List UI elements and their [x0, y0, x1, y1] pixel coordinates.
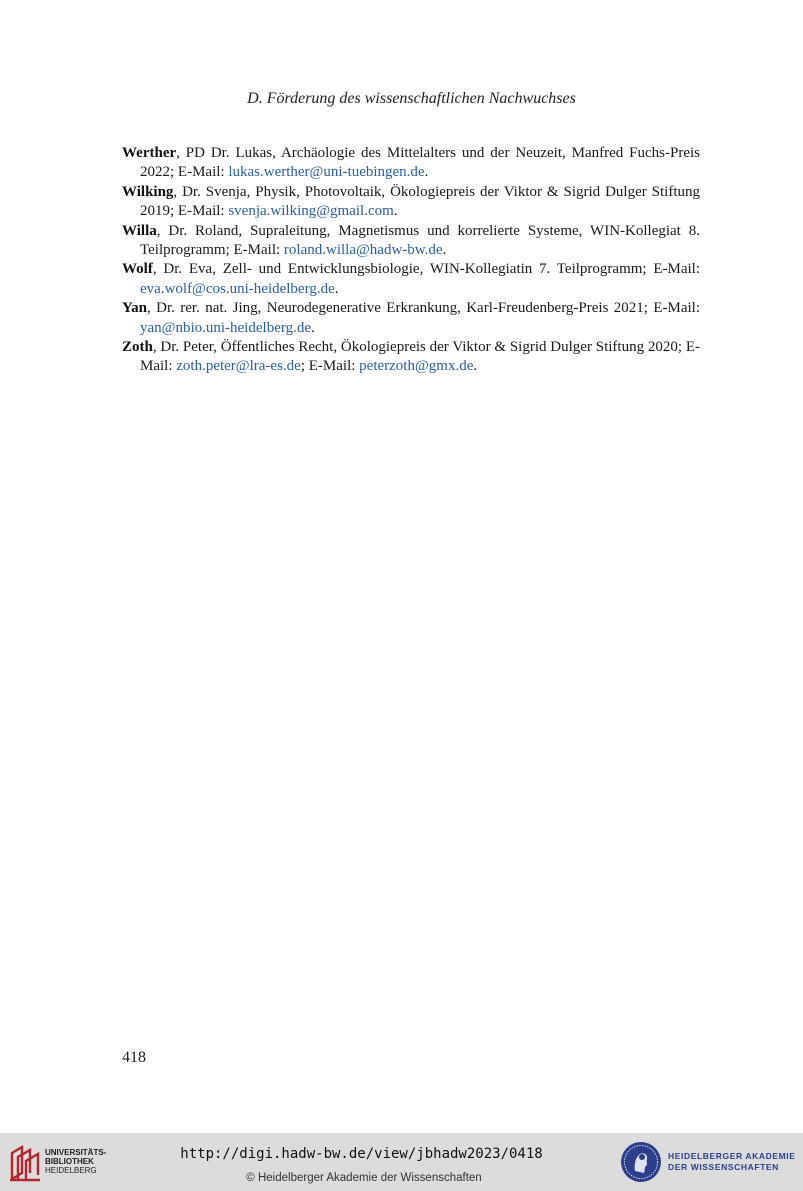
entry-name: Wolf	[122, 261, 153, 278]
entry-end: .	[473, 358, 478, 375]
email-link[interactable]: eva.wolf@cos.uni-heidelberg.de	[140, 280, 335, 297]
running-head: D. Förderung des wissenschaftlichen Nachwuchses	[247, 90, 576, 107]
entry-text: , Dr. rer. nat. Jing, Neurodegenerative Erkrankung, Karl-Freudenberg-Preis 2021; E-Mail:	[147, 300, 700, 317]
email-link[interactable]: yan@nbio.uni-heidelberg.de	[140, 319, 311, 336]
entry-text: , Dr. Eva, Zell- und Entwicklungsbiologie, WIN-Kollegiatin 7. Teilprogramm; E-Mail:	[152, 261, 700, 278]
list-item	[122, 144, 700, 183]
entry-name: Willa	[122, 222, 157, 239]
email-link[interactable]: zoth.peter@lra-es.de	[176, 358, 301, 375]
entry-text: , Dr. Peter, Öffentliches Recht, Ökologiepreis der Viktor & Sigrid Dulger Stiftung 2020; E-Mail:	[140, 339, 700, 375]
entry-end: .	[311, 319, 315, 336]
entry-end: .	[442, 242, 447, 259]
footer-bar	[0, 1133, 803, 1191]
email-link[interactable]: roland.willa@hadw-bw.de	[283, 242, 443, 259]
entry-list	[122, 144, 700, 377]
permalink-url[interactable]: http://digi.hadw-bw.de/view/jbhadw2023/0418	[180, 1146, 543, 1162]
list-item	[122, 222, 700, 261]
entry-name: Zoth	[122, 339, 153, 356]
academy-line: DER WISSENSCHAFTEN	[668, 1161, 779, 1172]
list-item	[122, 299, 700, 338]
list-item	[122, 183, 700, 222]
list-item	[122, 260, 700, 299]
library-line: UNIVERSITÄTS-	[45, 1148, 107, 1157]
email-link[interactable]: peterzoth@gmx.de	[359, 358, 474, 375]
entry-name: Werther	[122, 145, 177, 161]
list-item	[122, 338, 700, 377]
entry-name: Yan	[122, 300, 148, 317]
entry-name: Wilking	[122, 183, 174, 200]
entry-end: .	[393, 203, 398, 220]
email-link[interactable]: svenja.wilking@gmail.com	[228, 203, 394, 220]
entry-mid: ; E-Mail:	[300, 358, 360, 375]
academy-name	[668, 1151, 796, 1172]
copyright-notice: © Heidelberger Akademie der Wissenschaften	[246, 1172, 482, 1184]
academy-seal-icon[interactable]	[620, 1141, 662, 1183]
library-line: BIBLIOTHEK	[45, 1157, 94, 1166]
academy-line: HEIDELBERGER AKADEMIE	[668, 1151, 796, 1161]
entry-text: , Dr. Roland, Supraleitung, Magnetismus und korrelierte Systeme, WIN-Kollegiat 8. Teilprogramm; E-Mail:	[140, 222, 700, 259]
entry-end: .	[424, 164, 429, 181]
entry-end: .	[334, 280, 339, 297]
library-line: HEIDELBERG	[45, 1166, 97, 1175]
entry-text: , PD Dr. Lukas, Archäologie des Mittelalters und der Neuzeit, Manfred Fuchs-Preis 2022; E-Mail:	[140, 145, 700, 181]
entry-text: , Dr. Svenja, Physik, Photovoltaik, Ökologiepreis der Viktor & Sigrid Dulger Stiftung 2019; E-Mail:	[140, 183, 700, 220]
email-link[interactable]: lukas.werther@uni-tuebingen.de	[228, 164, 425, 181]
page-number: 418	[122, 1049, 146, 1066]
